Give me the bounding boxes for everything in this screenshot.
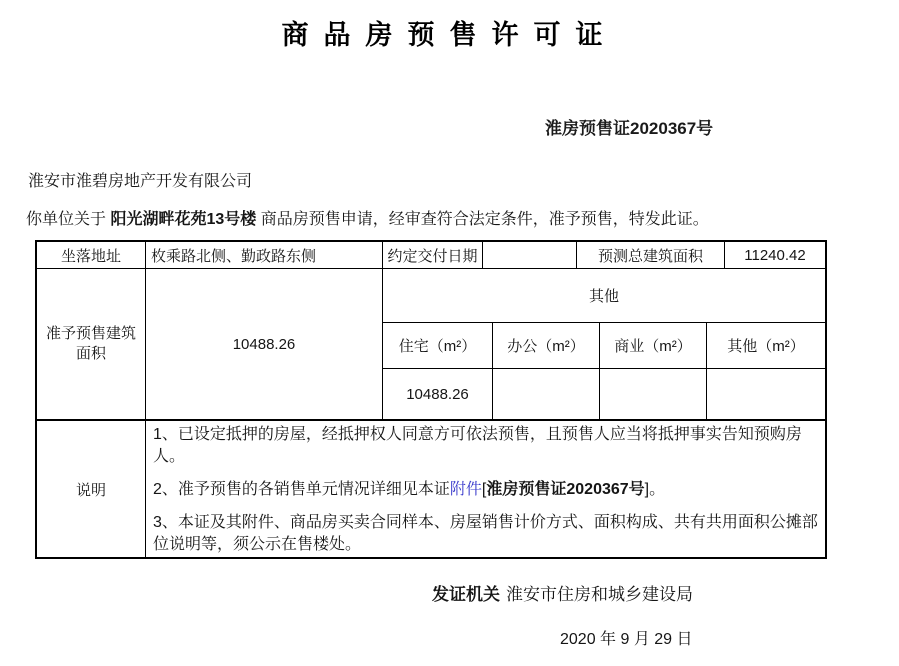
- note2-bracket-close: ]。: [644, 481, 666, 498]
- approved-area-label: 准予预售建筑面积: [37, 269, 146, 419]
- approved-area-breakdown: [383, 269, 825, 419]
- other-col-value: [707, 369, 825, 419]
- office-header: 办公（m²）: [493, 323, 600, 368]
- intro-suffix: 商品房预售申请，经审查符合法定条件，准予预售，特发此证。: [256, 211, 709, 228]
- commercial-header: 商业（m²）: [600, 323, 707, 368]
- table-row-location: [37, 242, 825, 269]
- attachment-link[interactable]: 附件: [449, 481, 482, 498]
- company-name: 淮安市淮碧房地产开发有限公司: [28, 173, 253, 190]
- issue-date: 2020 年 9 月 29 日: [560, 631, 693, 648]
- project-name: 阳光湖畔花苑13号楼: [110, 211, 257, 228]
- note-item-2: [153, 479, 823, 501]
- delivery-date-label: 约定交付日期: [383, 242, 483, 268]
- issuing-authority-value: 淮安市住房和城乡建设局: [506, 585, 693, 604]
- other-col-header: 其他（m²）: [727, 338, 805, 355]
- residential-value: 10488.26: [383, 369, 493, 419]
- forecast-area-label: 预测总建筑面积: [577, 242, 725, 268]
- issuing-authority-line: [432, 580, 693, 605]
- notes-label: 说明: [37, 421, 146, 557]
- breakdown-header-row: [383, 323, 825, 369]
- address-label: 坐落地址: [37, 242, 146, 268]
- note-item-3: 3、本证及其附件、商品房买卖合同样本、房屋销售计价方式、面积构成、共有共用面积公摊部位说明等，须公示在售楼处。: [153, 514, 818, 553]
- table-row-notes: [37, 419, 825, 557]
- table-row-approved-area: [37, 269, 825, 419]
- issuing-authority-label: 发证机关: [432, 585, 500, 604]
- note2-permit-ref: 淮房预售证2020367号: [486, 481, 645, 498]
- other-header: 其他: [383, 269, 825, 323]
- page-title: 商品房预售许可证: [281, 20, 618, 50]
- address-value: 枚乘路北侧、勤政路东侧: [146, 242, 383, 268]
- notes-content: [146, 421, 825, 557]
- note2-prefix: 2、准予预售的各销售单元情况详细见本证: [153, 481, 450, 498]
- permit-table: [35, 240, 827, 559]
- office-value: [493, 369, 600, 419]
- note2-bracket-open: [: [481, 481, 487, 498]
- permit-number: 淮房预售证2020367号: [545, 119, 714, 138]
- residential-header: 住宅（m²）: [383, 323, 493, 368]
- commercial-value: [600, 369, 707, 419]
- intro-sentence: [26, 206, 709, 229]
- delivery-date-value: [483, 242, 577, 268]
- breakdown-value-row: [383, 369, 825, 419]
- note-item-1: 1、已设定抵押的房屋，经抵押权人同意方可依法预售，且预售人应当将抵押事实告知预购房人。: [153, 426, 802, 465]
- intro-prefix: 你单位关于: [26, 211, 111, 228]
- forecast-area-value: 11240.42: [744, 246, 806, 264]
- approved-area-total: 10488.26: [146, 269, 383, 419]
